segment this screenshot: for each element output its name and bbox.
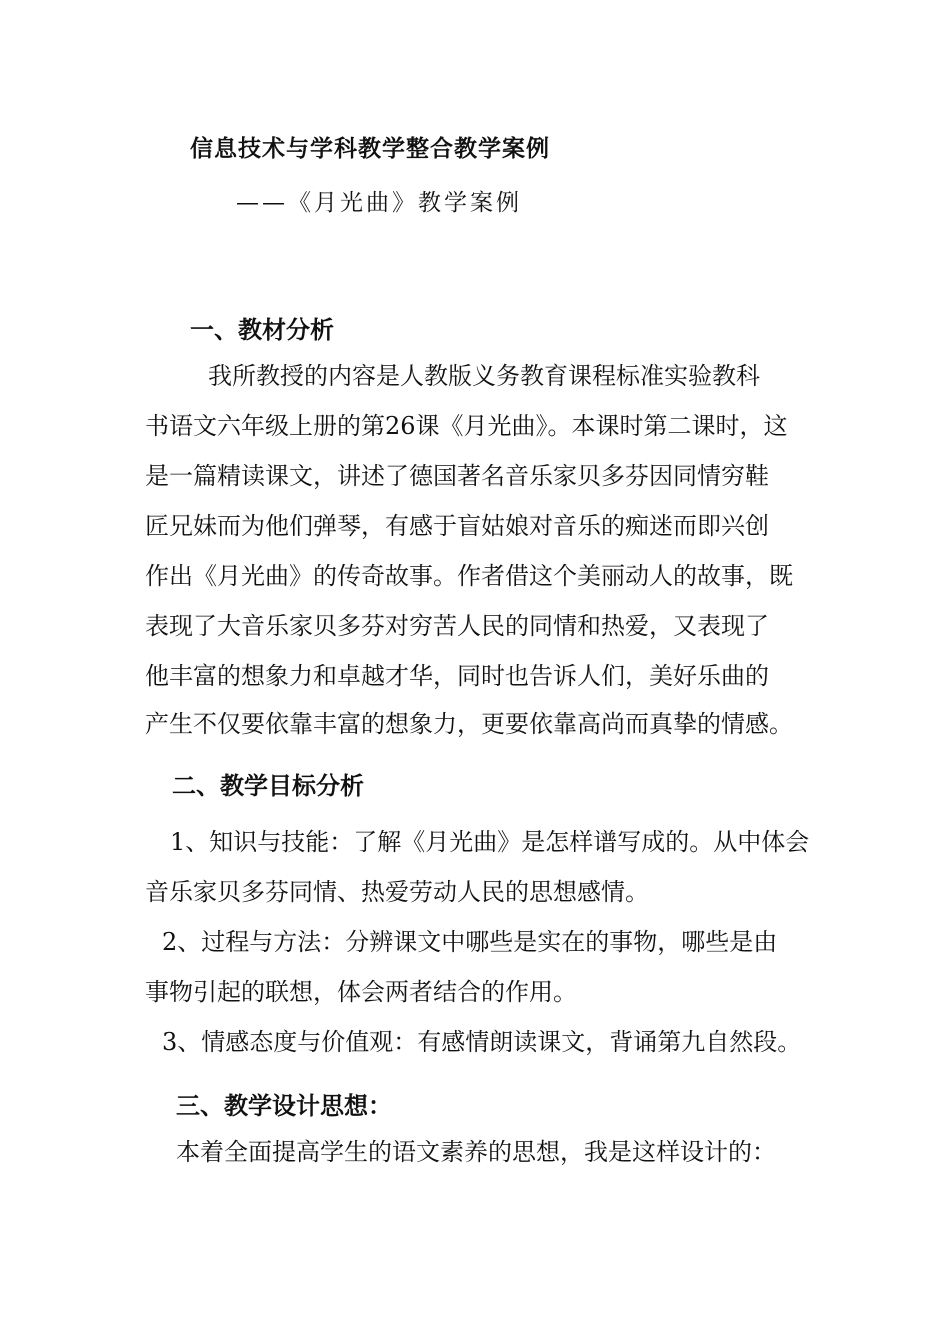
goal-line: 事物引起的联想，体会两者结合的作用。 [145,978,577,1006]
paragraph-line: 是一篇精读课文，讲述了德国著名音乐家贝多芬因同情穷鞋 [145,462,769,490]
paragraph-line: 本着全面提高学生的语文素养的思想，我是这样设计的： [176,1138,776,1166]
document-title: 信息技术与学科教学整合教学案例 [190,135,550,162]
paragraph-line: 匠兄妹而为他们弹琴，有感于盲姑娘对音乐的痴迷而即兴创 [145,512,769,540]
goal-line: 2、过程与方法：分辨课文中哪些是实在的事物，哪些是由 [162,928,778,956]
section-heading-textbook-analysis: 一、教材分析 [190,315,334,344]
section-heading-design-thinking: 三、教学设计思想： [176,1091,392,1120]
paragraph-line: 他丰富的想象力和卓越才华，同时也告诉人们，美好乐曲的 [145,662,769,690]
section-heading-teaching-goals: 二、教学目标分析 [172,771,364,800]
goal-line: 音乐家贝多芬同情、热爱劳动人民的思想感情。 [145,878,649,906]
goal-line: 1、知识与技能：了解《月光曲》是怎样谱写成的。从中体会 [170,828,810,856]
paragraph-line: 书语文六年级上册的第26课《月光曲》。本课时第二课时，这 [145,412,788,440]
document-subtitle: ——《月光曲》教学案例 [236,190,522,216]
paragraph-line: 产生不仅要依靠丰富的想象力，更要依靠高尚而真挚的情感。 [145,710,793,738]
paragraph-line: 表现了大音乐家贝多芬对穷苦人民的同情和热爱，又表现了 [145,612,769,640]
goal-line: 3、情感态度与价值观：有感情朗读课文，背诵第九自然段。 [162,1028,802,1056]
paragraph-line: 我所教授的内容是人教版义务教育课程标准实验教科 [208,362,760,390]
paragraph-line: 作出《月光曲》的传奇故事。作者借这个美丽动人的故事，既 [145,562,793,590]
